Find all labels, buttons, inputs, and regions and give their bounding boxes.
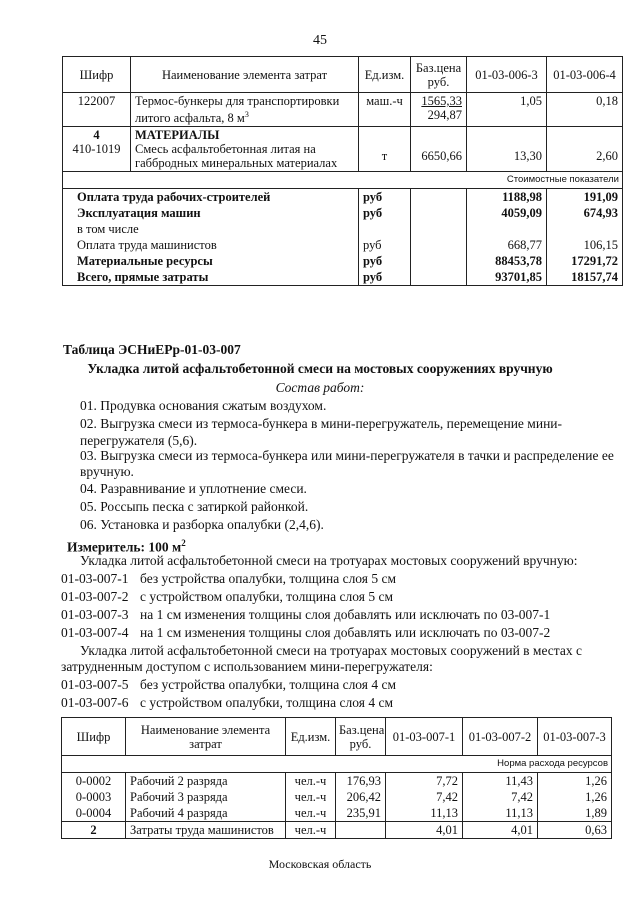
intro-text: затрудненным доступом с использованием мини-перегружателя:	[61, 659, 433, 674]
header-base-price: Баз.цена руб.	[336, 718, 386, 756]
header-name: Наименование элемента затрат	[131, 57, 359, 93]
cost-indicators-label: Стоимостные показатели	[63, 172, 623, 189]
intro-text: Укладка литой асфальтобетонной смеси на тротуарах мостовых сооружений в местах с	[80, 643, 582, 658]
work-item: 03. Выгрузка смеси из термоса-бункера или мини-перегружателя в тачки и распределение ее	[80, 448, 614, 463]
summary-row: в том числе	[63, 221, 623, 237]
work-item: 05. Россыпь песка с затиркой районкой.	[80, 499, 309, 514]
header-code: Шифр	[62, 718, 126, 756]
row-value-2: 0,18	[547, 93, 623, 127]
list-item: 01-03-007-1 без устройства опалубки, толщина слоя 5 см	[61, 571, 397, 586]
header-unit: Ед.изм.	[359, 57, 411, 93]
work-item: 06. Установка и разборка опалубки (2,4,6).	[80, 517, 324, 532]
header-code: Шифр	[63, 57, 131, 93]
header-unit: Ед.изм.	[286, 718, 336, 756]
table-row: 2 Затраты труда машинистов чел.-ч 4,01 4,01 0,63	[62, 822, 612, 839]
norm-label-row	[62, 756, 612, 773]
work-item: перегружателя (5,6).	[80, 433, 198, 448]
list-item: 01-03-007-4 на 1 см изменения толщины слоя добавлять или исключать по 03-007-2	[61, 625, 551, 640]
intro-text: Укладка литой асфальтобетонной смеси на тротуарах мостовых сооружений вручную:	[80, 553, 578, 568]
header-base-price: Баз.цена руб.	[411, 57, 467, 93]
summary-row: Эксплуатация машин руб 4059,09 674,93	[63, 205, 623, 221]
list-item: 01-03-007-5 без устройства опалубки, толщина слоя 4 см	[61, 677, 397, 692]
resource-table-007	[61, 717, 612, 839]
row-price: 1565,33 294,87	[411, 93, 467, 127]
list-item: 01-03-007-2 с устройством опалубки, толщина слоя 5 см	[61, 589, 393, 604]
table-row: 0-0002 Рабочий 2 разряда чел.-ч 176,93 7,72 11,43 1,26	[62, 773, 612, 790]
cost-indicators-row	[63, 172, 623, 189]
header-col-2: 01-03-007-2	[463, 718, 538, 756]
footer-region: Московская область	[268, 857, 372, 871]
resource-table-006	[62, 56, 623, 286]
work-item: 01. Продувка основания сжатым воздухом.	[80, 398, 327, 413]
table-title: Укладка литой асфальтобетонной смеси на мостовых сооружениях вручную	[87, 361, 553, 376]
section-row	[63, 127, 623, 172]
header-col-1: 01-03-007-1	[386, 718, 463, 756]
norm-label: Норма расхода ресурсов	[62, 756, 612, 773]
row-unit: маш.-ч	[359, 93, 411, 127]
row-code: 122007	[63, 93, 131, 127]
work-item: 04. Разравнивание и уплотнение смеси.	[80, 481, 307, 496]
section-price: 6650,66	[411, 127, 467, 172]
table-row	[63, 93, 623, 127]
header-col-3: 01-03-007-3	[538, 718, 612, 756]
section-number: 4 410-1019	[63, 127, 131, 172]
row-value-1: 1,05	[467, 93, 547, 127]
meter-label: Измеритель: 100 $м^2$	[67, 538, 186, 555]
table-caption: Таблица ЭСНиЕРр-01-03-007	[63, 342, 241, 357]
summary-row: Материальные ресурсы руб 88453,78 17291,72	[63, 253, 623, 269]
table-row: 0-0004 Рабочий 4 разряда чел.-ч 235,91 11,13 11,13 1,89	[62, 805, 612, 822]
header-col-1: 01-03-006-3	[467, 57, 547, 93]
section-value-2: 2,60	[547, 127, 623, 172]
section-unit: т	[359, 127, 411, 172]
table-header-row	[63, 57, 623, 93]
row-name: Термос-бункеры для транспортировки литого асфальта, 8 $м^3$	[131, 93, 359, 127]
list-item: 01-03-007-3 на 1 см изменения толщины слоя добавлять или исключать по 03-007-1	[61, 607, 551, 622]
section-value-1: 13,30	[467, 127, 547, 172]
work-item: 02. Выгрузка смеси из термоса-бункера в мини-перегружатель, перемещение мини-	[80, 416, 563, 431]
summary-row: Всего, прямые затраты руб 93701,85 18157,74	[63, 269, 623, 286]
table-header-row	[62, 718, 612, 756]
section-name: МАТЕРИАЛЫ Смесь асфальтобетонная литая на габбродных минеральных материалах	[131, 127, 359, 172]
header-name: Наименование элемента затрат	[126, 718, 286, 756]
work-composition-title: Состав работ:	[275, 380, 365, 395]
summary-row: Оплата труда машинистов руб 668,77 106,15	[63, 237, 623, 253]
table-row: 0-0003 Рабочий 3 разряда чел.-ч 206,42 7,42 7,42 1,26	[62, 789, 612, 805]
page-number: 45	[313, 33, 327, 48]
work-item: вручную.	[80, 464, 134, 479]
list-item: 01-03-007-6 с устройством опалубки, толщина слоя 4 см	[61, 695, 393, 710]
summary-row: Оплата труда рабочих-строителей руб 1188,98 191,09	[63, 189, 623, 206]
header-col-2: 01-03-006-4	[547, 57, 623, 93]
